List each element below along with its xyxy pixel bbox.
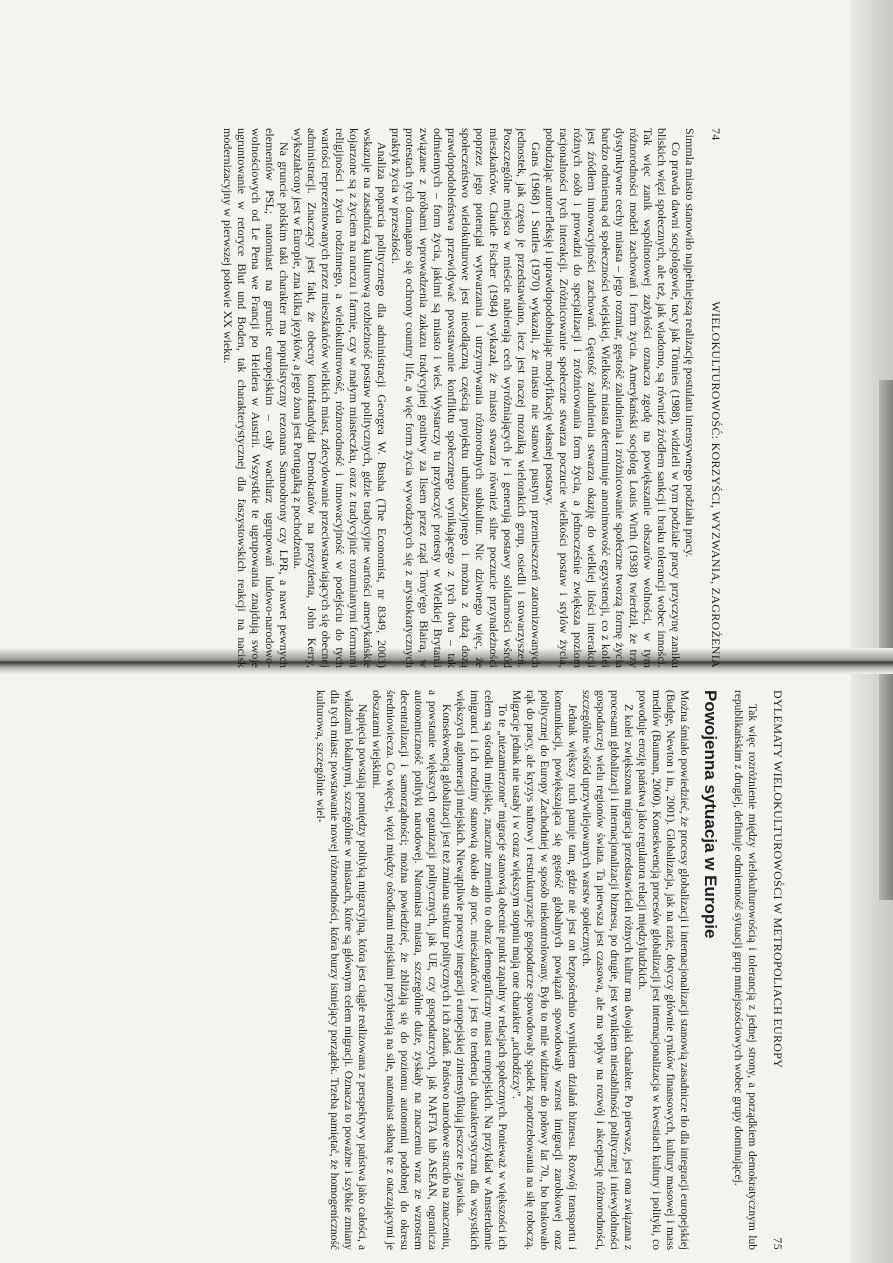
book-edge-shadow <box>879 380 893 900</box>
paragraph: Napięcia powstają pomiędzy polityką migracyjną, która jest ciągle realizowana z perspektywy państwa jako całości, a władzami lokalnymi, szczególnie w miastach, które są głównym celem migracji. Oznacza to poważne i szybkie zmiany dla tych miast: powstawanie nowej różnorodności, która burzy istniejący porządek. Trzeba pamiętać, że homogeniczność kulturowa, szczególnie wiel- <box>314 690 368 1250</box>
running-header <box>771 690 785 1250</box>
section-heading: Powojenna sytuacja w Europie <box>701 690 720 939</box>
paragraph: Tak więc rozróżnienie między wielokulturowością i tolerancją z jednej strony, a porządkiem demokratycznym lub republikańskim z drugiej, definiuje odmienność sytuacji grup mniejszościowych wobec grupy dominującej. <box>732 690 758 1250</box>
page-74 <box>163 128 723 668</box>
paragraph: Na gruncie polskim taki charakter ma populistyczny rezonans Samoobrony czy LPR, a nawet pewnych elementów PSL; natomiast na gruncie europejskim – cały wachlarz ugrupowań ludowo-narodowo-wolnościowych od Le Pena we Francji po Heidera w Austrii. Wszystkie te ugrupowania znajdują swoje ugruntowanie w retoryce Blut und Boden, tak charakterystycznej dla faszystowskich reakcji na nacisk modernizacyjny w pierwszej połowie XX wieku. <box>221 128 291 668</box>
paragraph: To te „niezamierzone” migracje stanowią obecnie punkt zapalny w relacjach społecznych. Ponieważ w większości ich celem są ośrodki miejskie, znacznie zmieniło to obraz demograficzny miast europejskich. Na przykład w Amsterdamie imigranci i ich rodziny stanowią około 40 proc. mieszkańców i jest to tendencja charakterystyczna dla wszystkich większych aglomeracji miejskich. Niewątpliwie procesy integracji europejskiej zintensyfikują jeszcze te zjawiska. <box>454 690 508 1250</box>
paragraph: Gans (1968) i Suttles (1970) wykazali, że miasto nie stanowi pustyni przemieszczeń zatomizowanych jednostek, jak często je przedstawiano, lecz jest raczej mozaiką wielorakich grup, osiedli i stowarzyszeń. Poszczególne miejsca w mieście nabierają cech wyróżniających je i generują postawy solidarności wśród mieszkańców. Claude Fischer (1984) wykazał, że miasto stwarza również silne poczucie przynależności poprzez jego potencjał wytwarzania i utrzymywania różnorodnych subkultur. Nic dziwnego więc, że społeczeństwo wielokulturowe jest nieodłączną częścią projektu urbanizacyjnego i można z dużą dozą prawdopodobieństwa przewidywać powstawanie konfliktu społecznego wynikającego z tych dwu – tak odmiennych – form życia, jakimi są miasto i wieś. Wystarczy tu przytoczyć protesty w Wielkiej Brytanii związane z próbami wprowadzenia zakazu tradycyjnej gonitwy za lisem przez rząd Tony'ego Blaira, w protestach tych domagano się ochrony country life, a więc form życia wywodzących się z arystokratycznych praktyk życia w przeszłości. <box>389 128 543 668</box>
paragraph: Co prawda dawni socjologowie, tacy jak Tönnies (1988), widzieli w tym podziale pracy przyczynę zaniku bliskich więzi społecznych, ale też, jak wiadomo, są również źródłem sankcji i braku tolerancji wobec inności. Tak więc zanik wspólnotowej zażyłości oznacza zgodę na powiększanie obszarów wolności, w tym różnorodności modeli zachowań i form życia. Amerykański socjolog Louis Wirth (1938) twierdził, że trzy dystynktywne cechy miasta – jego rozmiar, gęstość zaludnienia i zróżnicowanie społeczne tworzą formę życia bardzo odmienną od społeczności wiejskiej. Wielkość miasta determinuje anonimowość egzystencji, co z kolei jest źródłem innowacyjności zachowań. Gęstość zaludnienia stwarza okazję do wielkiej ilości interakcji różnych osób i prowadzi do specjalizacji i zróżnicowania form życia, a jednocześnie zwiększa poziom racjonalności tych interakcji. Zróżnicowanie społeczne stwarza poczucie wielkości postaw i stylów życia, pobudzając autorefleksję i uprawdopodobniając modyfikację własnej postawy. <box>543 128 683 668</box>
page-number: 75 <box>771 1237 785 1250</box>
paragraph: Analiza poparcia politycznego dla administracji Georgea W. Busha (The Economist, nr 8349, 2003) wskazuje na zasadniczą kulturową rozbieżność postaw politycznych, gdzie tradycyjne wartości amerykańskie kojarzone są z życiem na ranczu i farmie, czy w małym miasteczku, oraz z tradycyjnie rozumianymi formami religijności i życia rodzinnego, a wielokulturowość, różnorodność i innowacyjność w podejściu do tych wartości reprezentowanych przez mieszkańców wielkich miast, zdecydowanie przeciwstawiających się obecnej administracji. Znaczący jest fakt, że obecny kontrkandydat Demokratów na prezydenta, John Kerry, wykształcony jest w Europie, zna kilka języków, a jego żona jest Portugalką z pochodzenia. <box>291 128 389 668</box>
running-head-title: DYLEMATY WIELOKULTUROWOŚCI W METROPOLIACH EUROPY <box>771 690 785 1069</box>
running-header <box>709 128 723 668</box>
running-head-title: WIELOKULTUROWOŚĆ: KORZYŚCI, WYZWANIA, ZAGROŻENIA <box>709 301 723 668</box>
paragraph: Jednak większy ruch panuje tam, gdzie nie jest on bezpośrednio wynikiem działań biznesu. Rozwój transportu i komunikacji, powiększająca się gęstość globalnych powiązań spowodowały wzrost imigracji zarobkowej oraz politycznej do Europy Zachodniej w sposób niekontrolowany. Było to mile widziane do połowy lat 70., bo brakowało rąk do pracy, ale kryzys naftowy i restrukturyzacje gospodarcze spowodowały spadek zapotrzebowania na siłę roboczą. Migracje jednak nie ustały i w coraz większym stopniu mają one charakter „uchodźczy”. <box>510 690 578 1250</box>
paragraph: Konsekwencją globalizacji jest też zmiana struktur politycznych i ich zadań. Państwo narodowe straciło na znaczeniu, a powstanie większych organizacji politycznych, jak UE, czy gospodarczych, jak NAFTA lub ASEAN, ogranicza autonomiczność polityki narodowej. Natomiast miasta, szczególnie duże, zyskały na znaczeniu wraz ze wzrostem decentralizacji i samorządności; można powiedzieć, że zbliżają się do poziomu autonomii podobnej do okresu średniowiecza. Co więcej, więzi między ośrodkami miejskimi przybierają na sile, natomiast słabną te z otaczającymi je obszarami wiejskimi. <box>370 690 452 1250</box>
page-75 <box>65 690 785 1250</box>
paragraph: Można śmiało powiedzieć, że procesy globalizacji i internacjonalizacji stanowią zasadnicze tło dla integracji europejskiej (Budge, Newton i in., 2001). Globalizacja, jak na razie, dotyczy głównie rynków finansowych, kultury masowej i mass mediów (Bauman, 2000). Konsekwencją procesów globalizacji jest internacjonalizacja w kwestiach kultury i polityki, co powoduje erozję państwa jako regulatora relacji międzyludzkich. <box>636 690 690 1250</box>
page-number: 74 <box>709 128 723 141</box>
paragraph: Simmla miasto stanowiło najpełniejszą realizację postulatu intensywnego podziału pracy. <box>683 128 697 558</box>
paragraph: Z kolei zwiększona migracja przedstawicieli różnych kultur ma dwojaki charakter. Po pierwsze, jest ona związana z procesami globalizacji i internacjonalizacji biznesu, po drugie, jest wynikiem niestabilności politycznej i niewydolności gospodarczej wielu regionów świata. Ta pierwsza jest czasowa, ale ma wpływ na rozwój i akceptację różnorodności, szczególnie wśród uprzywilejowanych warstw społecznych. <box>580 690 634 1250</box>
